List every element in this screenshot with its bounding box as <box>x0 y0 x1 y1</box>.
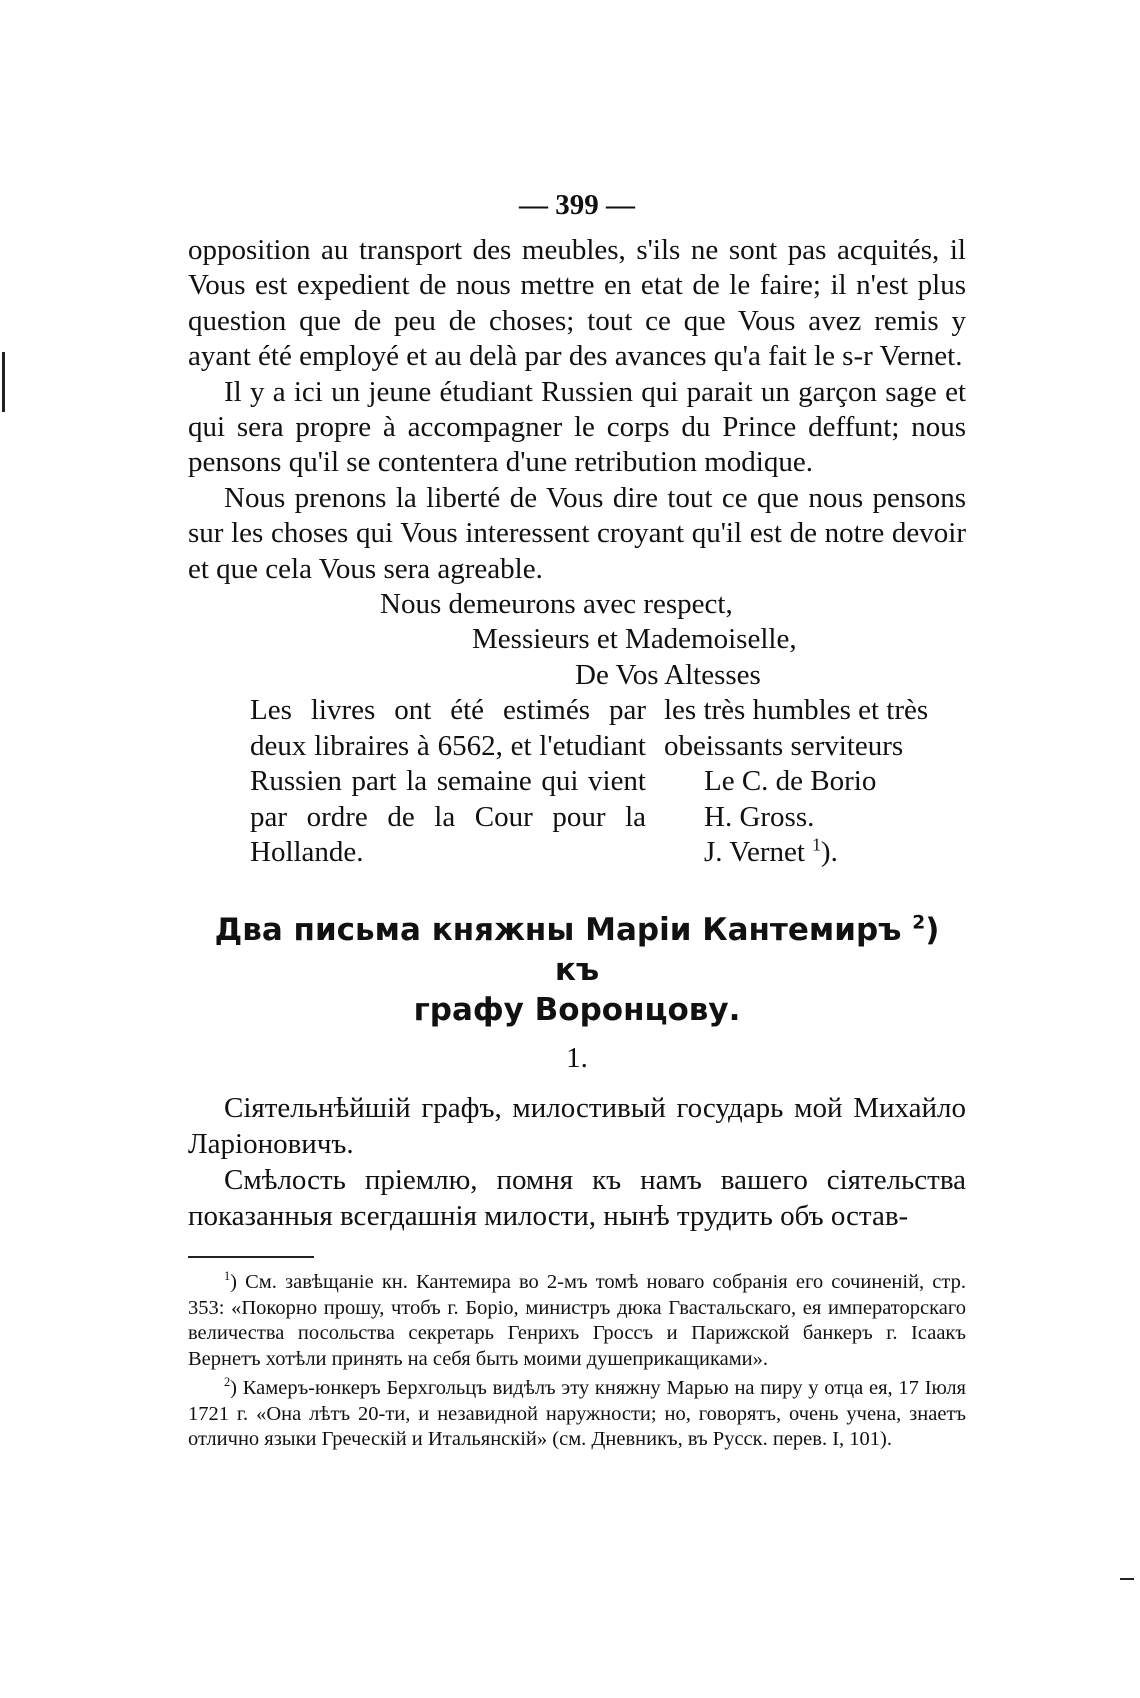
footnote-1 <box>188 1270 966 1372</box>
page-number: — 399 — <box>519 189 635 221</box>
closing-line-2: Messieurs et Mademoiselle, <box>472 623 797 656</box>
footnote-ref-1: 1 <box>812 834 821 855</box>
books-note: Les livres ont été estimés par deux libraires à 6562, et l'etudiant Russien part la semaine qui vient par ordre de la Cour pour la Hollande. <box>250 694 646 868</box>
footnote-divider <box>188 1256 314 1258</box>
section-title-line-1 <box>188 910 966 990</box>
footnote-2-text: ) Камеръ-юнкеръ Берхгольцъ видѣлъ эту княжну Марью на пиру у отца ея, 17 Іюля 1721 г. «Она лѣтъ 20-ти, и незавидной наружности; но, говорятъ, очень учена, знаетъ отлично языки Греческій и Итальянскій» (см. Дневникъ, въ Русск. перев. I, 101). <box>188 1377 966 1451</box>
letter-salutation: Сіятельнѣйшій графъ, милостивый государь мой Михайло Ларіоновичъ. <box>188 1092 966 1161</box>
footnote-2-mark: 2 <box>224 1375 231 1390</box>
signatories <box>664 693 966 870</box>
section-title-tail: ) къ <box>554 912 940 989</box>
book-page <box>188 185 966 1457</box>
signature-block <box>188 693 966 870</box>
paragraph-2: Il y a ici un jeune étudiant Russien qui parait un garçon sage et qui sera propre à accompagner le corps du Prince deffunt; nous pensons qu'il se contentera d'une retribution modique. <box>188 375 966 479</box>
paragraph-3: Nous prenons la liberté de Vous dire tout ce que nous pensons sur les choses qui Vous interessent croyant qu'il est de notre devoir et que cela Vous sera agreable. <box>188 481 966 585</box>
closing-line-1: Nous demeurons avec respect, <box>380 588 733 621</box>
footnote-2 <box>188 1376 966 1453</box>
signatory-vernet-name: J. Vernet <box>704 835 805 868</box>
scan-mark-left <box>2 352 5 412</box>
footnote-1-text: ) См. завѣщаніе кн. Кантемира во 2-мъ томѣ новаго собранія его сочиненій, стр. 353: «Покорно прошу, чтобъ г. Боріо, министръ дюка Гвастальскаго, ея императорскаго величества посольства секретарь Генрихъ Гроссъ и Парижской банкеръ г. Ісаакъ Вернетъ хотѣли принять на себя быть моими душеприкащиками». <box>188 1271 966 1370</box>
letter-number: 1. <box>566 1042 588 1075</box>
footnote-ref-2: 2 <box>912 912 926 934</box>
signatory-borio: Le C. de Borio <box>704 765 877 798</box>
signature-line-1: les très humbles et très <box>664 694 929 727</box>
signature-close: ). <box>820 835 838 868</box>
scan-mark-right <box>1120 1578 1134 1580</box>
section-title-line-2: графу Воронцову. <box>413 992 741 1029</box>
closing-line-3: De Vos Altesses <box>575 658 761 691</box>
signature-line-2: obeissants serviteurs <box>664 729 904 762</box>
section-title-text: Два письма княжны Маріи Кантемиръ <box>214 912 902 949</box>
signatory-gross: H. Gross. <box>704 800 815 833</box>
section-title <box>188 910 966 1030</box>
footnote-1-mark: 1 <box>224 1269 231 1284</box>
signatory-vernet <box>664 835 966 870</box>
letter-body: Смѣлость пріемлю, помня къ намъ вашего сіятельства показанныя всегдашнія милости, нынѣ трудить объ остав- <box>188 1164 966 1233</box>
paragraph-1: opposition au transport des meubles, s'ils ne sont pas acquités, il Vous est expedient de nous mettre en etat de le faire; il n'est plus question que de peu de choses; tout ce que Vous avez remis y ayant été employé et au delà par des avances qu'a fait le s-r Vernet. <box>188 234 966 373</box>
